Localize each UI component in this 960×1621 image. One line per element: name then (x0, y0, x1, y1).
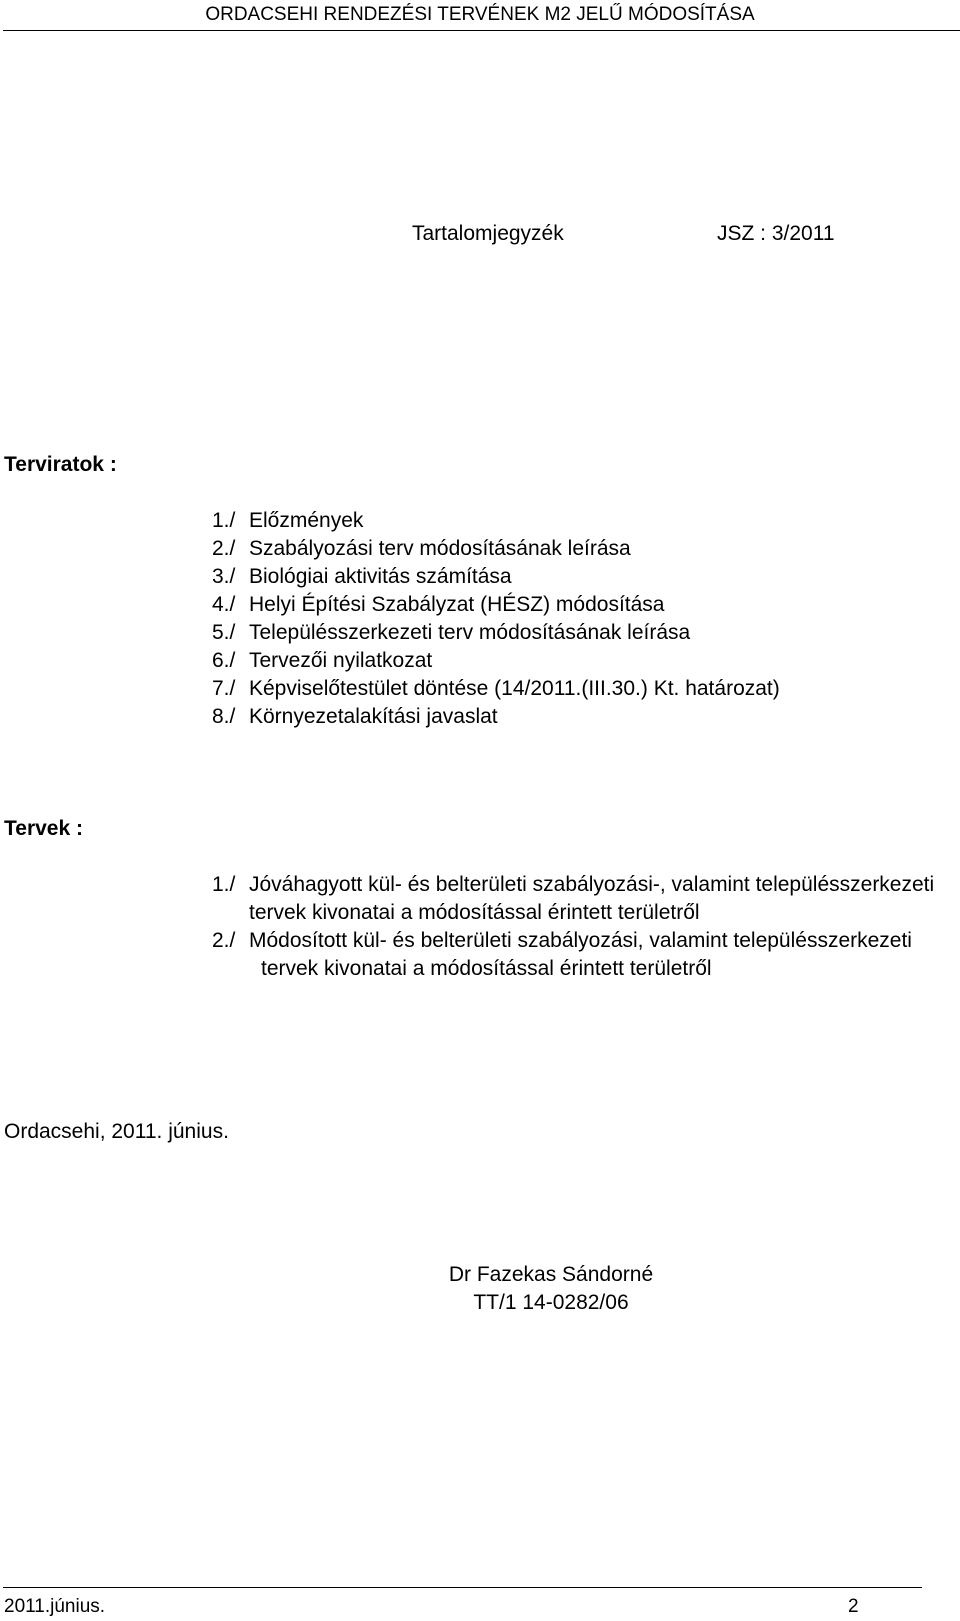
list-item-number: 5./ (212, 621, 236, 644)
footer-date: 2011.június. (4, 1596, 106, 1617)
tervek-heading: Tervek : (4, 817, 83, 840)
list-item-number: 7./ (212, 677, 236, 700)
toc-title: Tartalomjegyzék (412, 222, 564, 245)
list-item-number: 6./ (212, 649, 236, 672)
header-divider (3, 30, 960, 31)
list-item-text: Előzmények (249, 509, 364, 532)
place-and-date: Ordacsehi, 2011. június. (4, 1120, 229, 1143)
list-item-text: Képviselőtestület döntése (14/2011.(III.30.) Kt. határozat) (249, 677, 780, 700)
list-item-text-continuation: tervek kivonatai a módosítással érintett területről (261, 957, 712, 980)
document-header-title: ORDACSEHI RENDEZÉSI TERVÉNEK M2 JELŰ MÓDOSÍTÁSA (205, 4, 755, 25)
list-item-text: Tervezői nyilatkozat (249, 649, 433, 672)
list-item-text: Környezetalakítási javaslat (249, 705, 498, 728)
list-item-number: 2./ (212, 929, 236, 952)
signatory-license-number: TT/1 14-0282/06 (473, 1291, 629, 1314)
document-code: JSZ : 3/2011 (717, 222, 835, 245)
list-item-text: Módosított kül- és belterületi szabályozási, valamint településszerkezeti (249, 929, 912, 952)
list-item-number: 4./ (212, 593, 236, 616)
list-item-number: 1./ (212, 509, 236, 532)
signatory-name: Dr Fazekas Sándorné (448, 1263, 654, 1286)
list-item-number: 2./ (212, 537, 236, 560)
list-item-number: 3./ (212, 565, 236, 588)
list-item-text: Jóváhagyott kül- és belterületi szabályozási-, valamint településszerkezeti (249, 873, 935, 896)
page-number: 2 (848, 1596, 859, 1617)
terviratok-heading: Terviratok : (4, 453, 117, 476)
list-item-text: Szabályozási terv módosításának leírása (249, 537, 631, 560)
list-item-number: 8./ (212, 705, 236, 728)
list-item-text: Biológiai aktivitás számítása (249, 565, 512, 588)
footer-divider (3, 1587, 922, 1588)
list-item-text-continuation: tervek kivonatai a módosítással érintett területről (249, 901, 700, 924)
list-item-text: Településszerkezeti terv módosításának leírása (249, 621, 691, 644)
list-item-number: 1./ (212, 873, 236, 896)
list-item-text: Helyi Építési Szabályzat (HÉSZ) módosítása (249, 593, 665, 616)
